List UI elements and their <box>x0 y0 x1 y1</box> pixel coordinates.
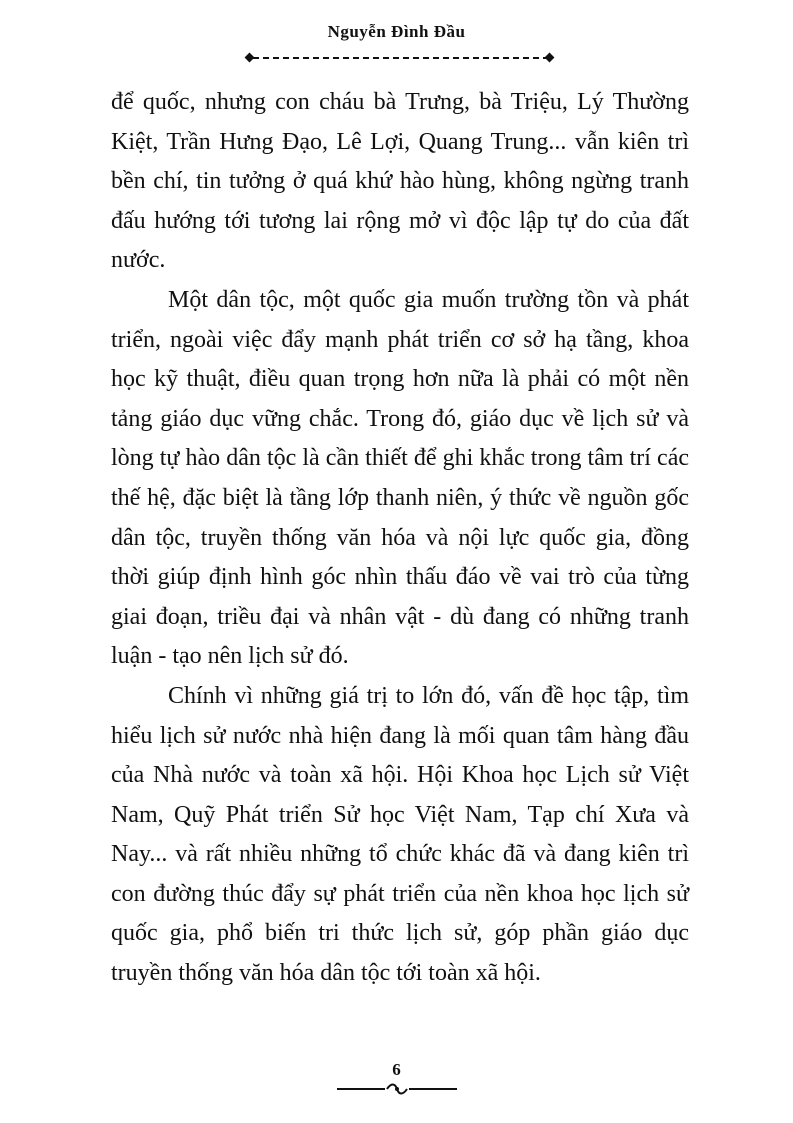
paragraph: Một dân tộc, một quốc gia muốn trường tồn và phát triển, ngoài việc đẩy mạnh phát triển cơ sở hạ tầng, khoa học kỹ thuật, điều quan trọng hơn nữa là phải có một nền tảng giáo dục vững chắc. Trong đó, giáo dục về lịch sử và lòng tự hào dân tộc là cần thiết để ghi khắc trong tâm trí các thế hệ, đặc biệt là tầng lớp thanh niên, ý thức về nguồn gốc dân tộc, truyền thống văn hóa và nội lực quốc gia, đồng thời giúp định hình góc nhìn thấu đáo về vai trò của từng giai đoạn, triều đại và nhân vật - dù đang có những tranh luận - tạo nên lịch sử đó. <box>111 286 689 670</box>
header-dashed-rule <box>253 57 549 59</box>
header-author-name: Nguyễn Đình Đầu <box>327 22 466 41</box>
running-header <box>0 22 793 42</box>
paragraph: Chính vì những giá trị to lớn đó, vấn đề học tập, tìm hiểu lịch sử nước nhà hiện đang là mối quan tâm hàng đầu của Nhà nước và toàn xã hội. Hội Khoa học Lịch sử Việt Nam, Quỹ Phát triển Sử học Việt Nam, Tạp chí Xưa và Nay... và rất nhiều những tổ chức khác đã và đang kiên trì con đường thúc đẩy sự phát triển của nền khoa học lịch sử quốc gia, phổ biến tri thức lịch sử, góp phần giáo dục truyền thống văn hóa dân tộc tới toàn xã hội. <box>111 682 689 987</box>
footer-ornament-icon <box>335 1082 459 1096</box>
header-ornament-right-dot <box>545 53 555 63</box>
page-number: 6 <box>392 1060 401 1079</box>
paragraph-continued: để quốc, nhưng con cháu bà Trưng, bà Triệu, Lý Thường Kiệt, Trần Hưng Đạo, Lê Lợi, Quang Trung... vẫn kiên trì bền chí, tin tưởng ở quá khứ hào hùng, không ngừng tranh đấu hướng tới tương lai rộng mở vì độc lập tự do của đất nước. <box>111 89 689 274</box>
body-text <box>111 83 689 994</box>
